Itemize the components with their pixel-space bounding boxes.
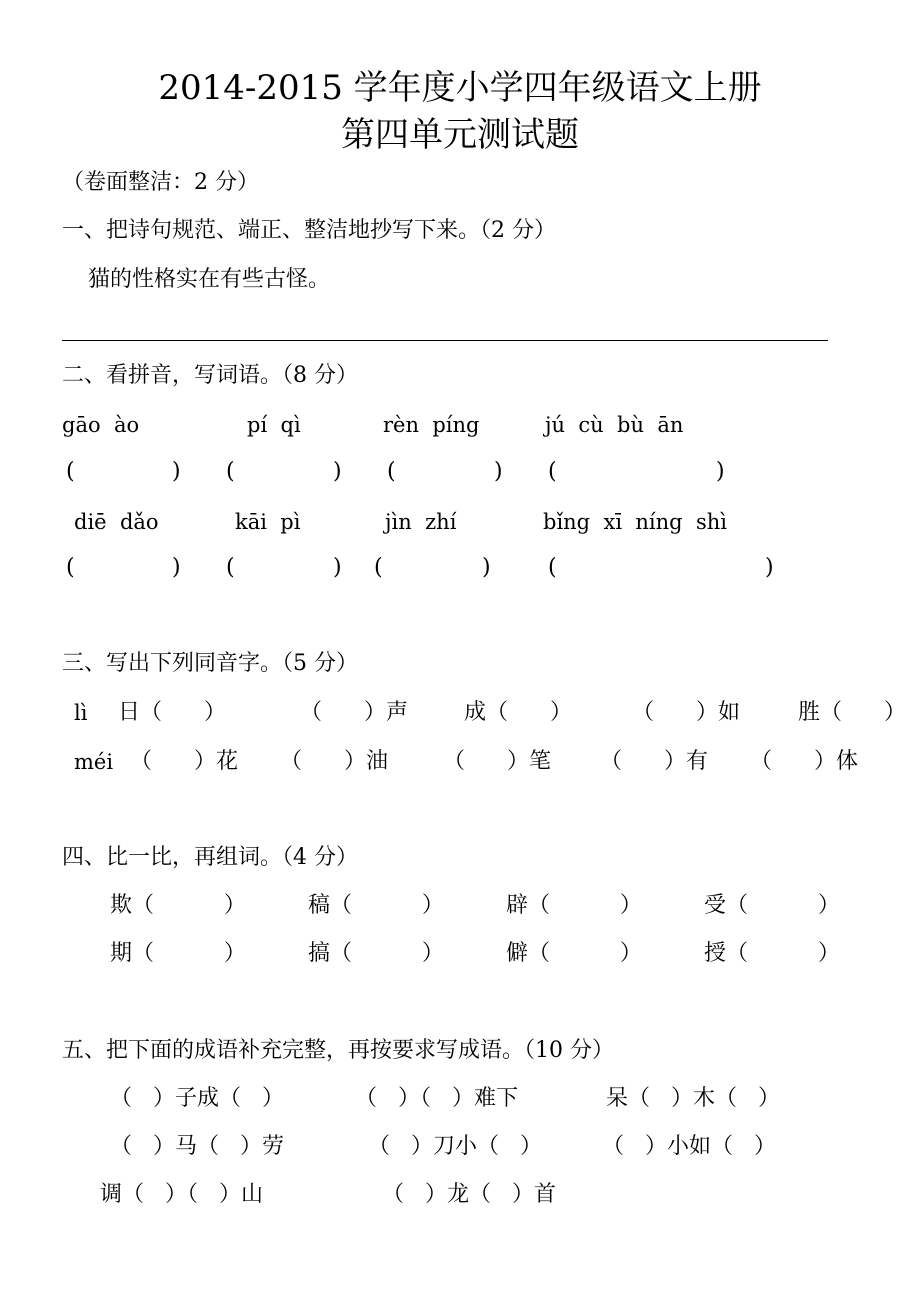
q4-item-3[interactable]: 辟（ ） bbox=[506, 893, 642, 918]
q3-mei-item-1[interactable]: （ ）花 bbox=[130, 749, 238, 774]
q5-idiom-3[interactable]: 呆（ ）木（ ） bbox=[606, 1086, 780, 1111]
neatness-note: （卷面整洁：2 分） bbox=[62, 170, 259, 195]
q3-li-item-3[interactable]: 成（ ） bbox=[464, 700, 572, 725]
q4-item-1[interactable]: 欺（ ） bbox=[110, 893, 246, 918]
q2-box-7-close[interactable]: ) bbox=[482, 555, 491, 580]
q3-mei-item-5[interactable]: （ ）体 bbox=[750, 749, 858, 774]
q5-idiom-7[interactable]: 调（ ）（ ）山 bbox=[100, 1182, 263, 1207]
q2-heading: 二、看拼音，写词语。（8 分） bbox=[62, 363, 358, 388]
q2-pinyin-2: pí qì bbox=[247, 413, 301, 437]
q2-pinyin-8: bǐng xī níng shì bbox=[543, 510, 727, 534]
q1-poem: 猫的性格实在有些古怪。 bbox=[88, 267, 331, 292]
q3-li-item-1[interactable]: 日（ ） bbox=[118, 700, 226, 725]
q2-pinyin-3: rèn píng bbox=[383, 413, 480, 437]
q2-box-8-open[interactable]: ( bbox=[548, 555, 557, 580]
q3-mei-item-4[interactable]: （ ）有 bbox=[600, 749, 708, 774]
q3-li-item-2[interactable]: （ ）声 bbox=[300, 700, 408, 725]
q2-box-4-open[interactable]: ( bbox=[548, 459, 557, 484]
q2-box-5-open[interactable]: ( bbox=[66, 555, 75, 580]
q2-box-3-open[interactable]: ( bbox=[387, 459, 396, 484]
q2-pinyin-7: jìn zhí bbox=[385, 510, 457, 534]
q5-idiom-8[interactable]: （ ）龙（ ）首 bbox=[382, 1182, 556, 1207]
q4-heading: 四、比一比，再组词。（4 分） bbox=[62, 845, 358, 870]
q4-item-4[interactable]: 受（ ） bbox=[704, 893, 840, 918]
q3-heading: 三、写出下列同音字。（5 分） bbox=[62, 651, 358, 676]
q4-item-6[interactable]: 搞（ ） bbox=[308, 941, 444, 966]
q1-heading: 一、把诗句规范、端正、整洁地抄写下来。（2 分） bbox=[62, 218, 556, 243]
q2-box-1-close[interactable]: ) bbox=[172, 459, 181, 484]
q4-item-7[interactable]: 僻（ ） bbox=[506, 941, 642, 966]
q2-box-1-open[interactable]: ( bbox=[66, 459, 75, 484]
q3-li-label: lì bbox=[74, 701, 88, 725]
q2-box-6-open[interactable]: ( bbox=[226, 555, 235, 580]
q2-box-2-open[interactable]: ( bbox=[226, 459, 235, 484]
title-line-2: 第四单元测试题 bbox=[341, 115, 579, 155]
q2-box-3-close[interactable]: ) bbox=[494, 459, 503, 484]
q2-box-8-close[interactable]: ) bbox=[765, 555, 774, 580]
q3-li-item-4[interactable]: （ ）如 bbox=[632, 700, 740, 725]
q4-item-8[interactable]: 授（ ） bbox=[704, 941, 840, 966]
q2-pinyin-5: diē dǎo bbox=[74, 510, 159, 534]
q2-box-6-close[interactable]: ) bbox=[333, 555, 342, 580]
q2-box-7-open[interactable]: ( bbox=[374, 555, 383, 580]
q4-item-5[interactable]: 期（ ） bbox=[110, 941, 246, 966]
q4-item-2[interactable]: 稿（ ） bbox=[308, 893, 444, 918]
q2-box-2-close[interactable]: ) bbox=[333, 459, 342, 484]
q3-mei-item-2[interactable]: （ ）油 bbox=[280, 749, 388, 774]
q3-mei-label: méi bbox=[74, 750, 114, 774]
q5-idiom-1[interactable]: （ ）子成（ ） bbox=[110, 1086, 284, 1111]
q5-idiom-5[interactable]: （ ）刀小（ ） bbox=[368, 1134, 542, 1159]
q5-idiom-2[interactable]: （ ）（ ）难下 bbox=[355, 1086, 518, 1111]
q2-pinyin-6: kāi pì bbox=[235, 510, 301, 534]
q2-pinyin-1: gāo ào bbox=[62, 413, 140, 437]
q3-mei-item-3[interactable]: （ ）笔 bbox=[443, 749, 551, 774]
q1-answer-line[interactable] bbox=[62, 340, 828, 341]
title-line-1: 2014-2015 学年度小学四年级语文上册 bbox=[158, 68, 762, 108]
q5-idiom-4[interactable]: （ ）马（ ）劳 bbox=[110, 1134, 284, 1159]
q2-pinyin-4: jú cù bù ān bbox=[545, 413, 684, 437]
q2-box-4-close[interactable]: ) bbox=[716, 459, 725, 484]
q5-idiom-6[interactable]: （ ）小如（ ） bbox=[602, 1134, 776, 1159]
q5-heading: 五、把下面的成语补充完整，再按要求写成语。（10 分） bbox=[62, 1038, 614, 1063]
q2-box-5-close[interactable]: ) bbox=[172, 555, 181, 580]
q3-li-item-5[interactable]: 胜（ ） bbox=[798, 700, 906, 725]
